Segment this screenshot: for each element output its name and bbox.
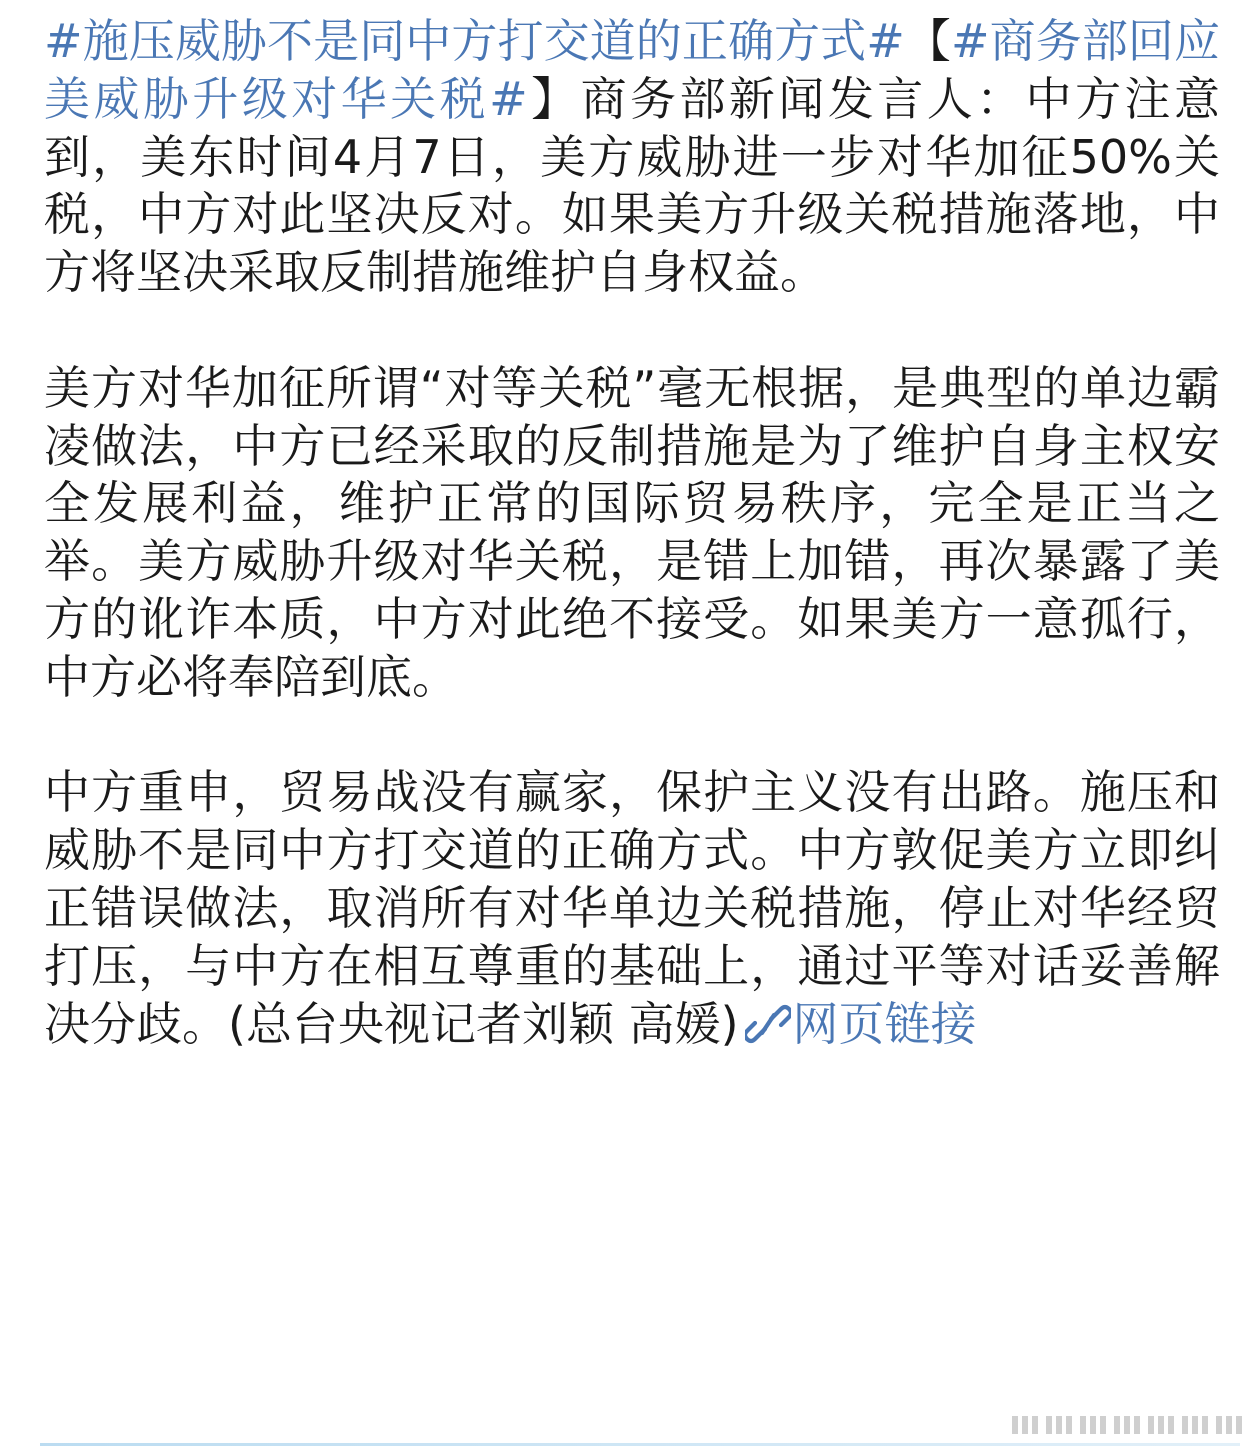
bracket-close: 】 — [527, 71, 581, 126]
bracket-open: 【 — [904, 14, 951, 68]
paragraph-3-text: 中方重申，贸易战没有赢家，保护主义没有出路。施压和威胁不是同中方打交道的正确方式。中方敦促美方立即纠正错误做法，取消所有对华单边关税措施，停止对华经贸打压，与中方在相互尊重的基础上，通过平等对话妥善解决分歧。(总台央视记者刘颖 高媛) — [44, 765, 1220, 1051]
post-paragraph-3 — [44, 764, 1220, 1053]
paragraph-1-text: 商务部新闻发言人：中方注意到，美东时间4月7日，美方威胁进一步对华加征50%关税，中方对此坚决反对。如果美方升级关税措施落地，中方将坚决采取反制措施维护自身权益。 — [44, 71, 1221, 300]
hashtag-link-mofcom[interactable]: #商务部回应美威胁升级对华关税# — [44, 14, 1221, 126]
weibo-post-body — [44, 13, 1220, 1053]
hashtag-link-pressure[interactable]: #施压威胁不是同中方打交道的正确方式# — [44, 14, 905, 68]
web-link-label: 网页链接 — [792, 996, 977, 1051]
web-link[interactable] — [739, 997, 977, 1051]
post-paragraph-2: 美方对华加征所谓“对等关税”毫无根据，是典型的单边霸凌做法，中方已经采取的反制措施是为了维护自身主权安全发展利益，维护正常的国际贸易秩序，完全是正当之举。美方威胁升级对华关税，是错上加错，再次暴露了美方的讹诈本质，中方对此绝不接受。如果美方一意孤行，中方必将奉陪到底。 — [44, 360, 1220, 704]
watermark-decoration — [1012, 1414, 1244, 1436]
chain-link-icon — [745, 1004, 791, 1044]
post-paragraph-1 — [44, 13, 1220, 302]
